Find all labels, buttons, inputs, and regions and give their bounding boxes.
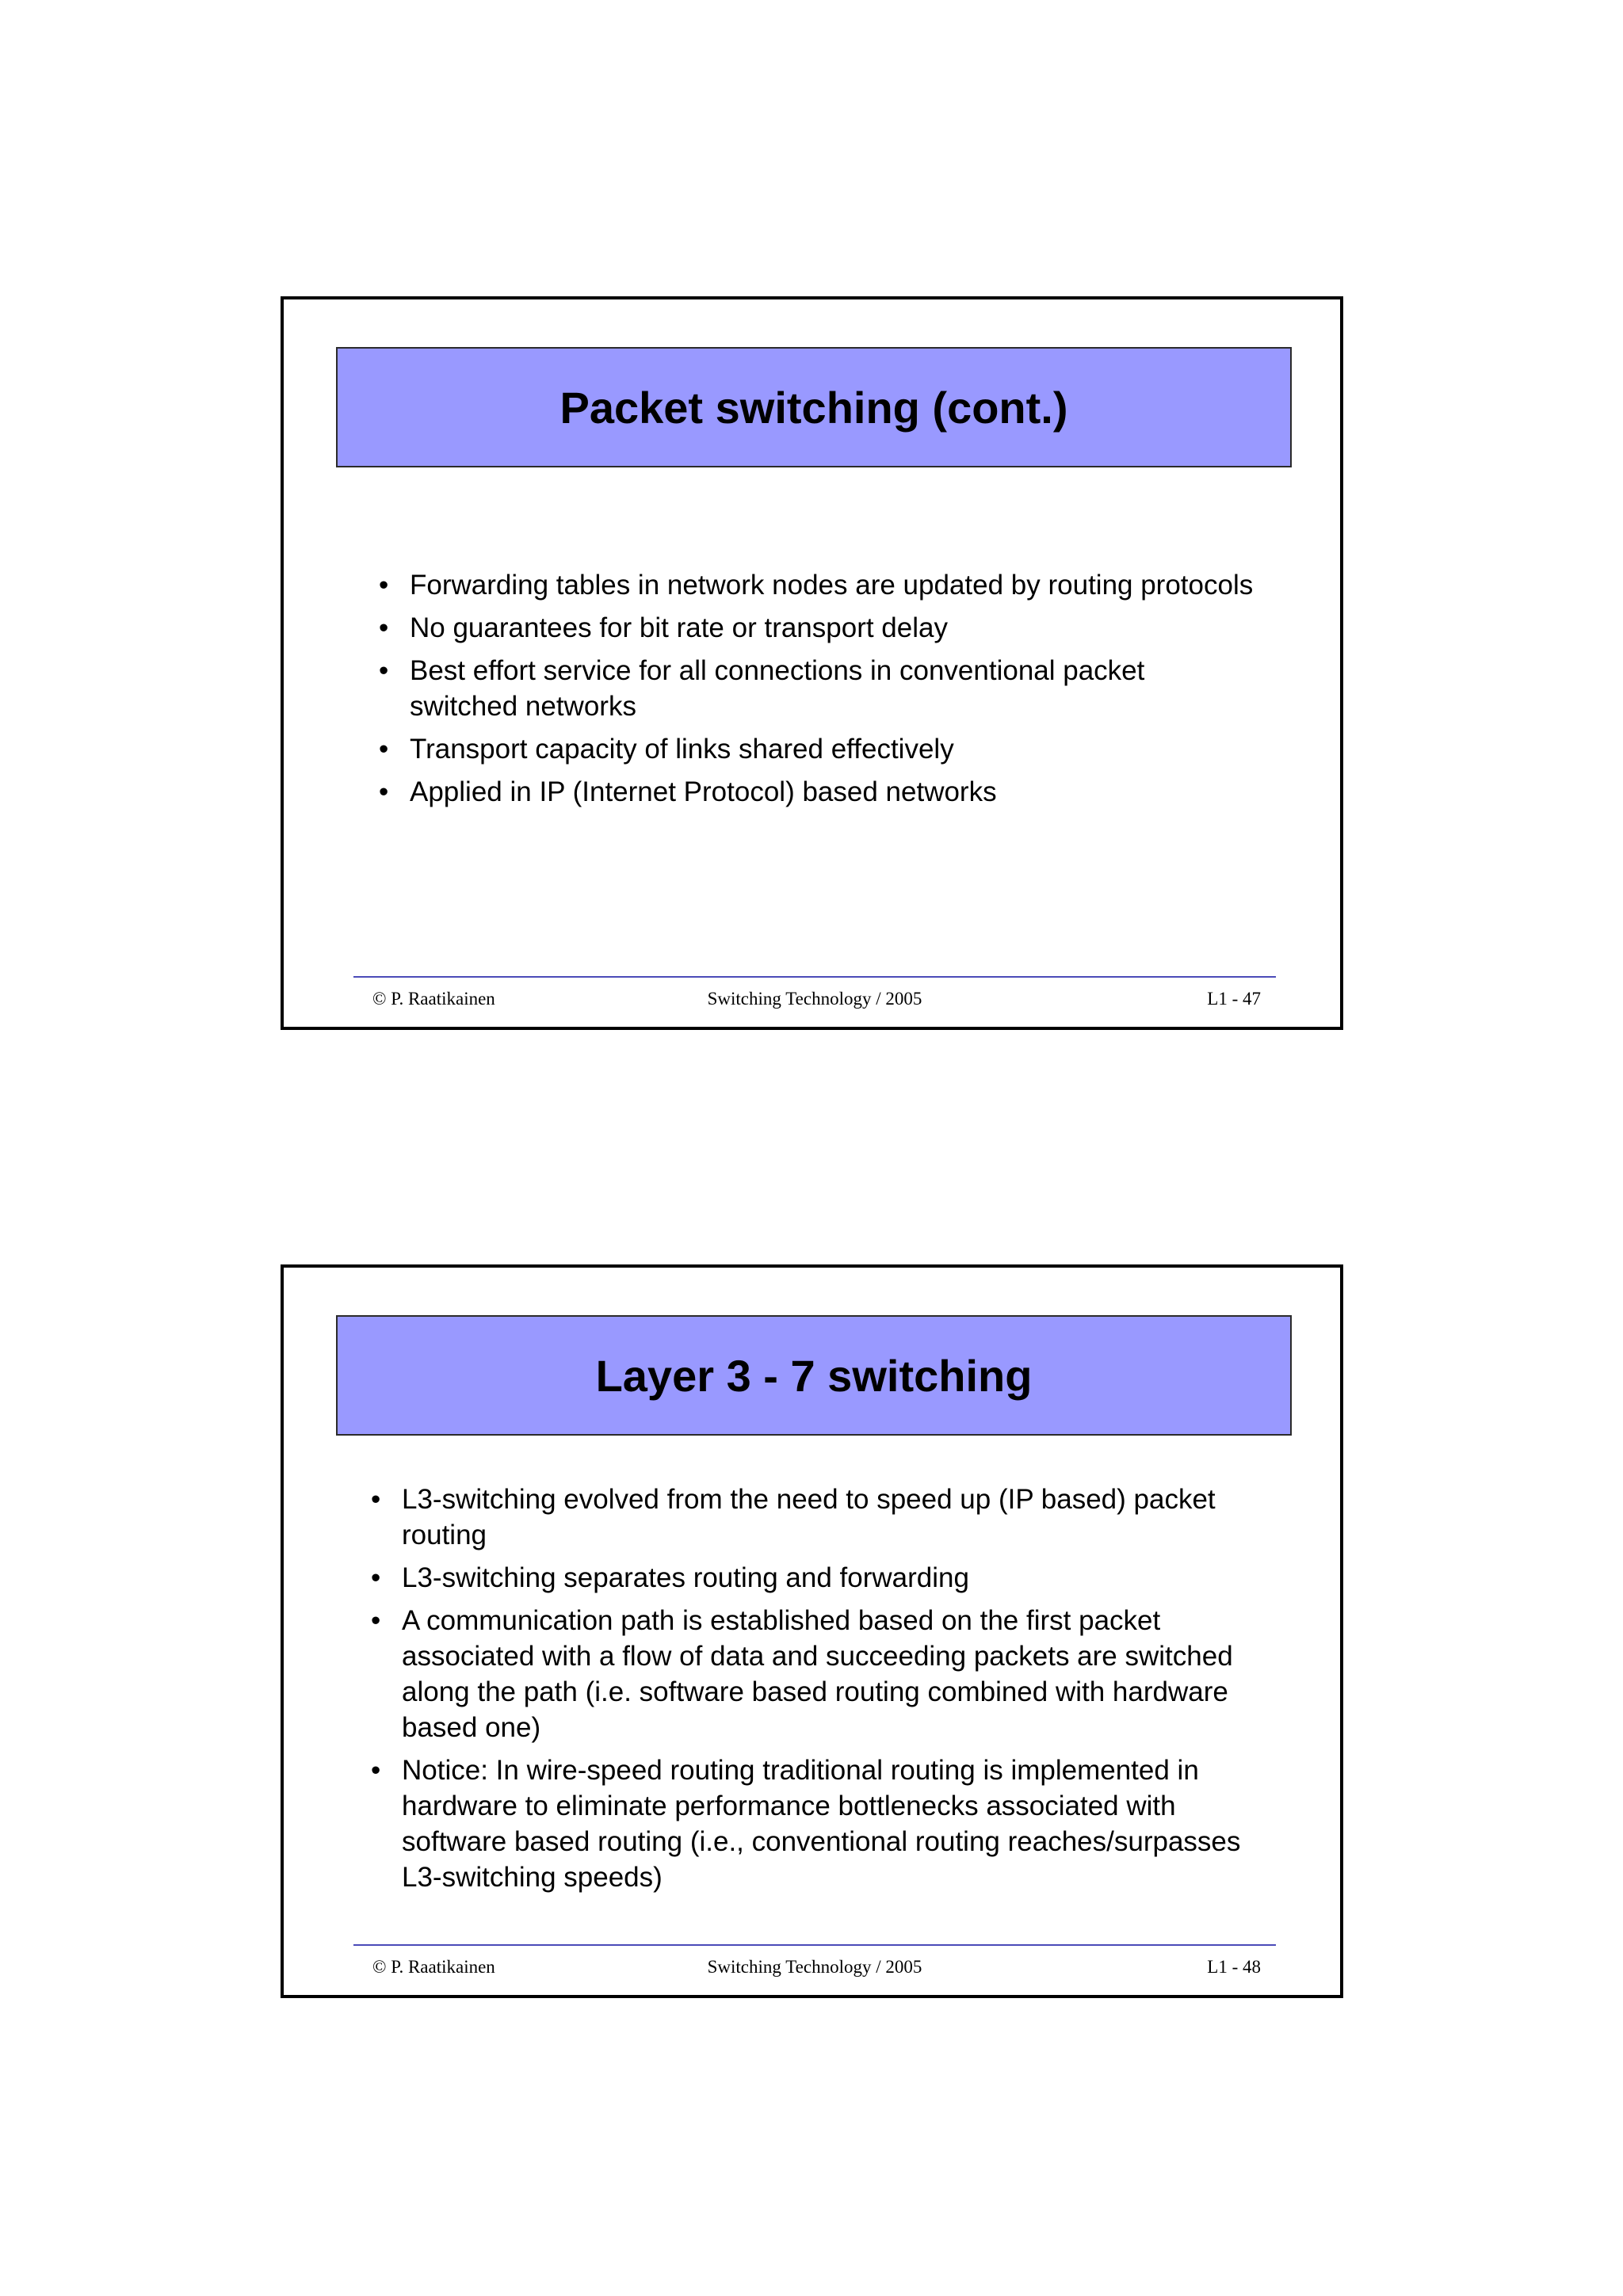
slide-title-banner (336, 1315, 1292, 1436)
footer-author: © P. Raatikainen (372, 989, 495, 1009)
bullet-icon: • (371, 1755, 381, 1786)
bullet-icon: • (371, 1605, 381, 1636)
bullet-item: • Forwarding tables in network nodes are updated by routing protocols (379, 567, 1266, 603)
bullet-item: • Best effort service for all connections in conventional packet switched networks (379, 653, 1266, 724)
footer-page-number: L1 - 47 (1207, 989, 1261, 1009)
footer-divider (353, 976, 1276, 978)
bullet-icon: • (379, 655, 389, 686)
bullet-item: • No guarantees for bit rate or transport delay (379, 610, 1266, 646)
bullet-item: • L3-switching separates routing and forwarding (371, 1560, 1282, 1596)
footer-course: Switching Technology / 2005 (707, 1957, 922, 1977)
bullet-item: • A communication path is established based on the first packet associated with a flow of data and succeeding packets are switched along the path (i.e. software based routing combined with hardware based one) (371, 1603, 1282, 1745)
bullet-list (379, 567, 1266, 817)
bullet-item: • Notice: In wire-speed routing traditional routing is implemented in hardware to eliminate performance bottlenecks associated with software based routing (i.e., conventional routing reaches/surpasses L3-switching speeds) (371, 1753, 1282, 1895)
bullet-item: • L3-switching evolved from the need to speed up (IP based) packet routing (371, 1482, 1282, 1553)
slide-title-banner (336, 347, 1292, 467)
bullet-icon: • (371, 1484, 381, 1515)
bullet-item: • Applied in IP (Internet Protocol) based networks (379, 774, 1266, 810)
bullet-icon: • (379, 734, 389, 765)
slide-47 (281, 296, 1343, 1030)
bullet-icon: • (379, 612, 389, 643)
bullet-icon: • (379, 570, 389, 601)
footer-divider (353, 1944, 1276, 1946)
slide-48 (281, 1264, 1343, 1998)
footer-page-number: L1 - 48 (1207, 1957, 1261, 1977)
bullet-list (371, 1482, 1282, 1902)
footer-course: Switching Technology / 2005 (707, 989, 922, 1009)
slide-title: Layer 3 - 7 switching (595, 1350, 1033, 1401)
slide-title: Packet switching (cont.) (559, 382, 1068, 433)
bullet-icon: • (371, 1562, 381, 1593)
bullet-icon: • (379, 776, 389, 807)
footer-author: © P. Raatikainen (372, 1957, 495, 1977)
bullet-item: • Transport capacity of links shared effectively (379, 731, 1266, 767)
